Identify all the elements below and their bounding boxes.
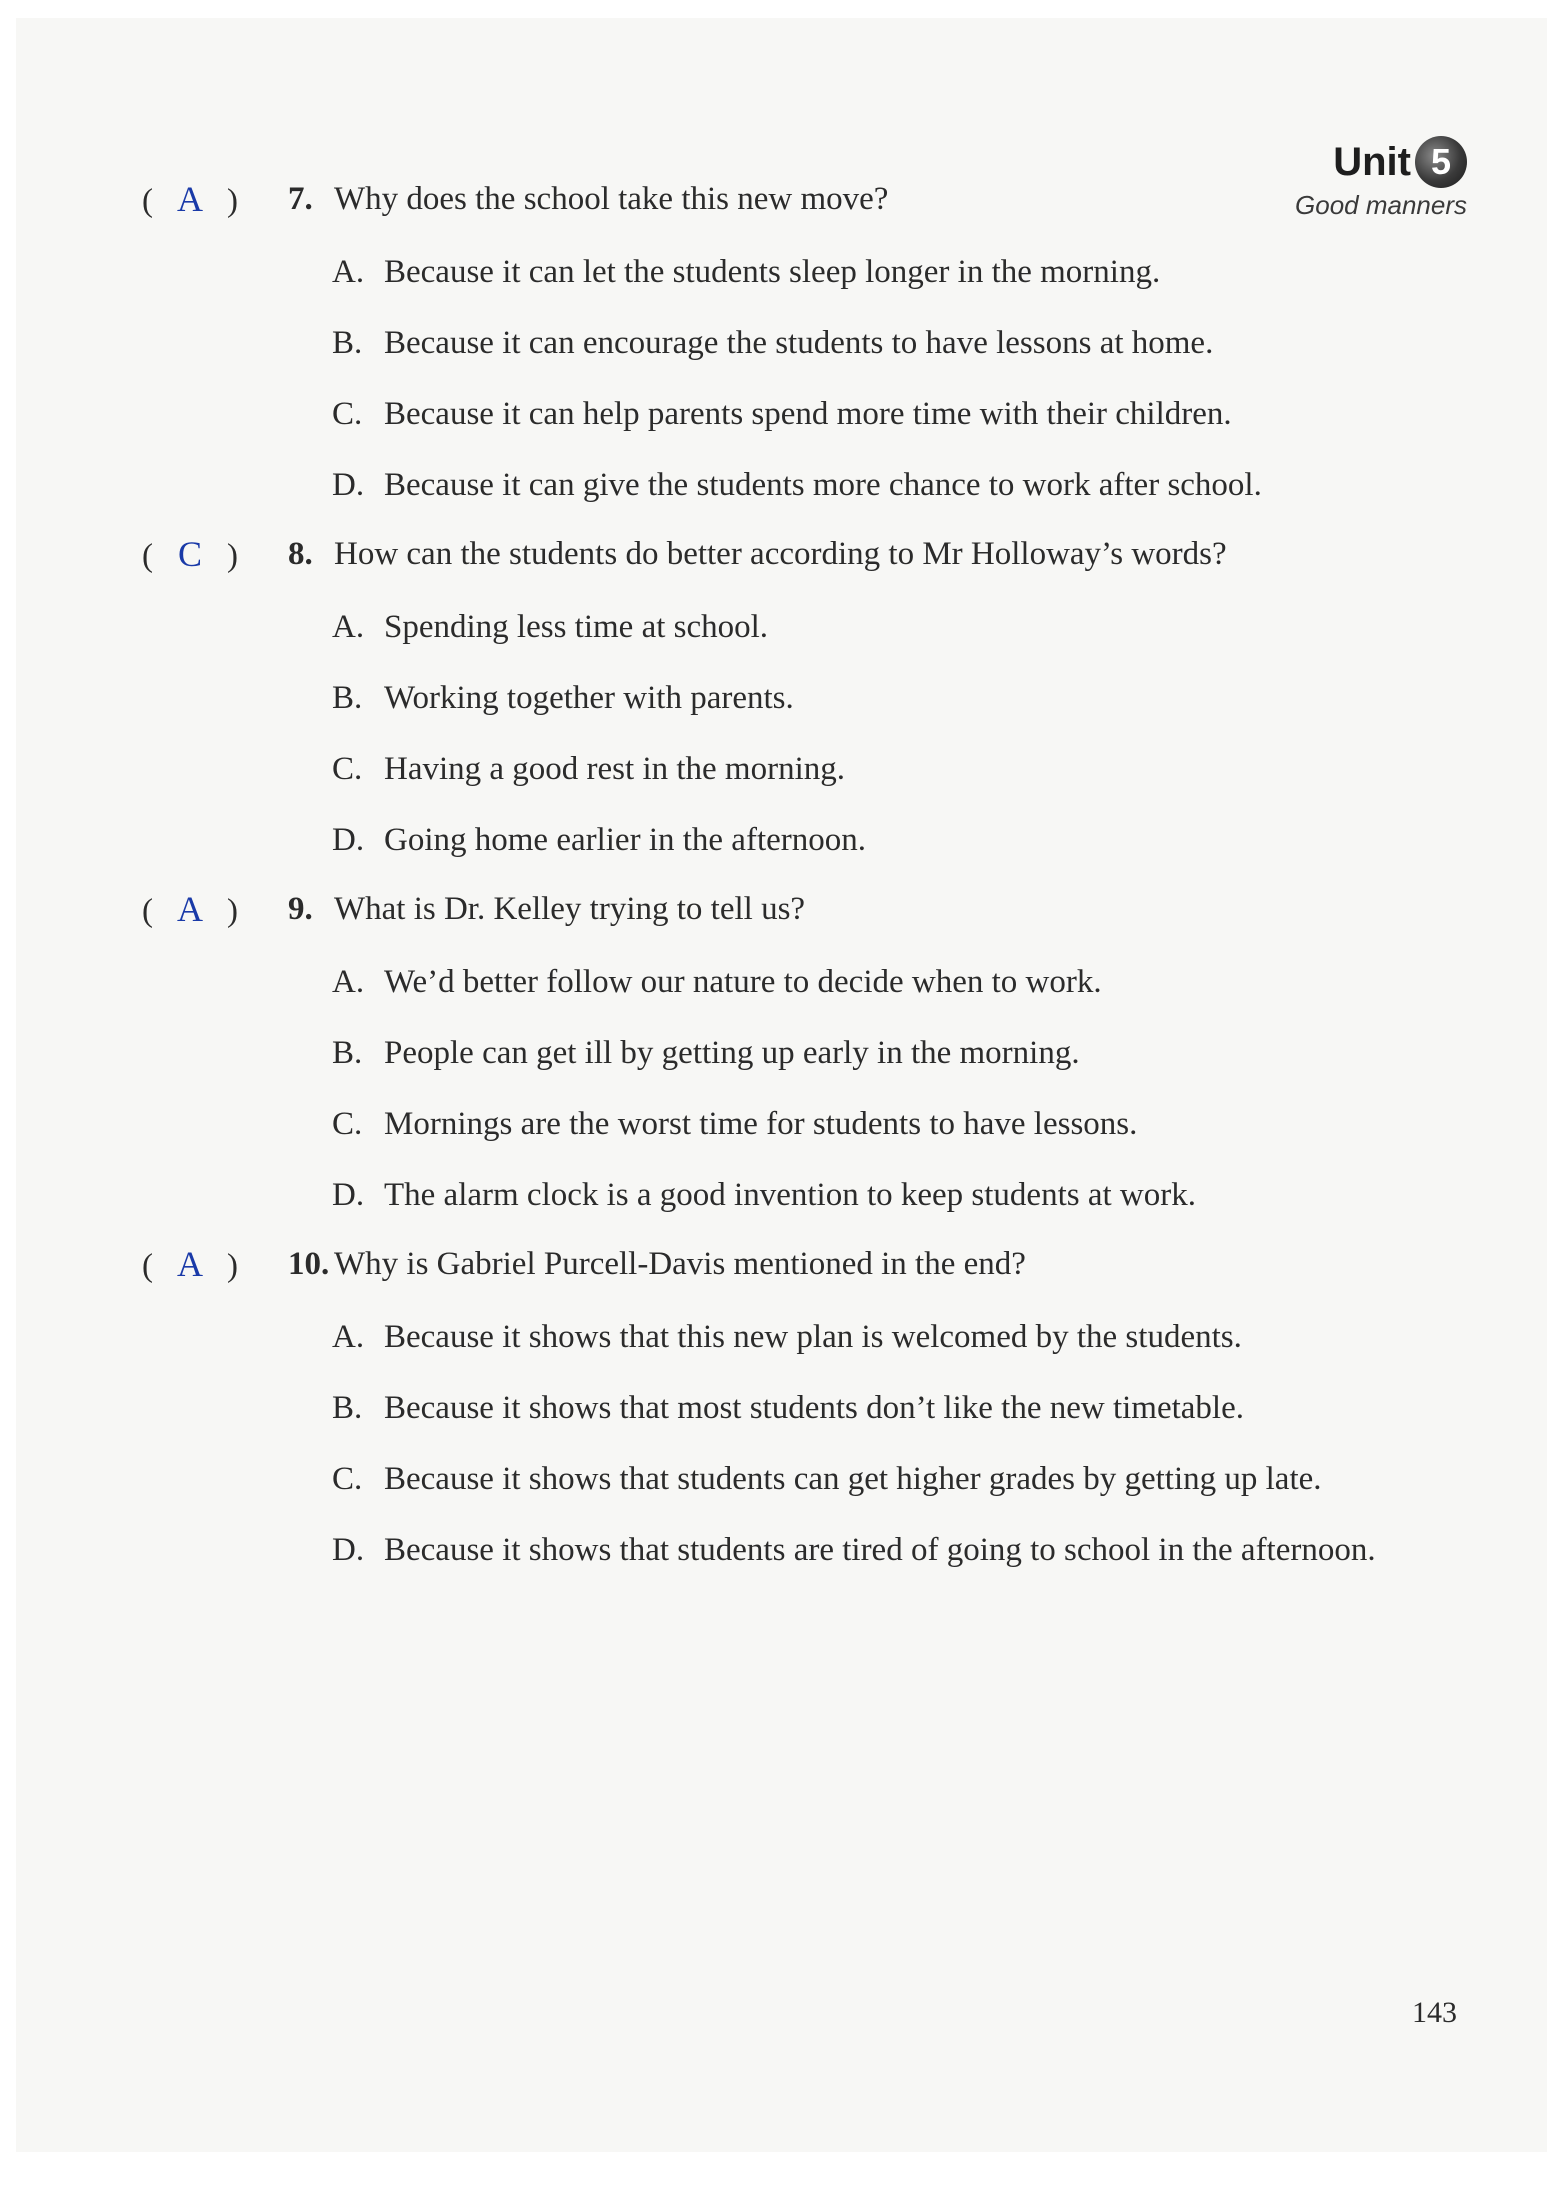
unit-subtitle: Good manners: [1295, 190, 1467, 220]
option-a: [142, 947, 1483, 1018]
answer-blank: ( A ): [142, 874, 288, 947]
question-number: 7.: [288, 181, 313, 217]
option-b: [142, 1018, 1483, 1089]
option-d: [142, 1515, 1483, 1586]
answer-blank: ( C ): [142, 519, 288, 592]
option-b: [142, 663, 1483, 734]
unit-label: Unit: [1333, 139, 1411, 184]
answer-mark: A: [177, 889, 203, 929]
option-d: [142, 1160, 1483, 1231]
answer-blank: ( A ): [142, 164, 288, 237]
page-number: 143: [1412, 1996, 1457, 2029]
question-7: [142, 164, 1483, 521]
option-text: Because it can give the students more chance to work after school.: [384, 467, 1262, 503]
option-letter: A.: [332, 1319, 365, 1355]
option-letter: A.: [332, 609, 365, 645]
option-letter: C.: [332, 1106, 363, 1142]
option-text: Working together with parents.: [384, 680, 794, 716]
option-letter: B.: [332, 680, 363, 716]
question-number: 10.: [288, 1246, 330, 1282]
option-letter: A.: [332, 254, 365, 290]
question-text: What is Dr. Kelley trying to tell us?: [334, 891, 806, 927]
question-text: Why is Gabriel Purcell-Davis mentioned in the end?: [334, 1246, 1026, 1282]
option-letter: C.: [332, 396, 363, 432]
question-text: How can the students do better according to Mr Holloway’s words?: [334, 536, 1227, 572]
workbook-page: [16, 18, 1547, 2152]
option-letter: C.: [332, 751, 363, 787]
option-letter: B.: [332, 1390, 363, 1426]
option-d: [142, 450, 1483, 521]
option-a: [142, 1302, 1483, 1373]
option-text: We’d better follow our nature to decide when to work.: [384, 964, 1102, 1000]
option-text: Because it shows that students can get higher grades by getting up late.: [384, 1461, 1322, 1497]
option-text: Mornings are the worst time for students to have lessons.: [384, 1106, 1138, 1142]
option-letter: C.: [332, 1461, 363, 1497]
option-a: [142, 237, 1483, 308]
option-letter: B.: [332, 1035, 363, 1071]
option-text: Because it can encourage the students to have lessons at home.: [384, 325, 1214, 361]
option-text: Because it can help parents spend more time with their children.: [384, 396, 1232, 432]
option-letter: D.: [332, 822, 365, 858]
option-text: Because it shows that this new plan is welcomed by the students.: [384, 1319, 1242, 1355]
option-text: Having a good rest in the morning.: [384, 751, 846, 787]
option-text: Because it shows that students are tired of going to school in the afternoon.: [384, 1532, 1376, 1568]
option-c: [142, 1444, 1483, 1515]
question-9: [142, 874, 1483, 1231]
option-text: The alarm clock is a good invention to keep students at work.: [384, 1177, 1196, 1213]
unit-number-badge: 5: [1415, 136, 1467, 188]
question-8: [142, 519, 1483, 876]
option-letter: A.: [332, 964, 365, 1000]
question-number: 8.: [288, 536, 313, 572]
option-b: [142, 1373, 1483, 1444]
option-letter: D.: [332, 467, 365, 503]
answer-blank: ( A ): [142, 1229, 288, 1302]
option-text: Spending less time at school.: [384, 609, 769, 645]
option-c: [142, 1089, 1483, 1160]
option-text: Because it shows that most students don’t like the new timetable.: [384, 1390, 1244, 1426]
question-number: 9.: [288, 891, 313, 927]
option-letter: D.: [332, 1532, 365, 1568]
option-d: [142, 805, 1483, 876]
option-text: Because it can let the students sleep longer in the morning.: [384, 254, 1161, 290]
option-c: [142, 734, 1483, 805]
answer-mark: C: [177, 534, 202, 574]
option-c: [142, 379, 1483, 450]
option-letter: B.: [332, 325, 363, 361]
question-10: [142, 1229, 1483, 1586]
option-letter: D.: [332, 1177, 365, 1213]
option-text: Going home earlier in the afternoon.: [384, 822, 866, 858]
answer-mark: A: [177, 179, 203, 219]
option-text: People can get ill by getting up early in the morning.: [384, 1035, 1080, 1071]
option-b: [142, 308, 1483, 379]
question-text: Why does the school take this new move?: [334, 181, 889, 217]
answer-mark: A: [177, 1244, 203, 1284]
option-a: [142, 592, 1483, 663]
